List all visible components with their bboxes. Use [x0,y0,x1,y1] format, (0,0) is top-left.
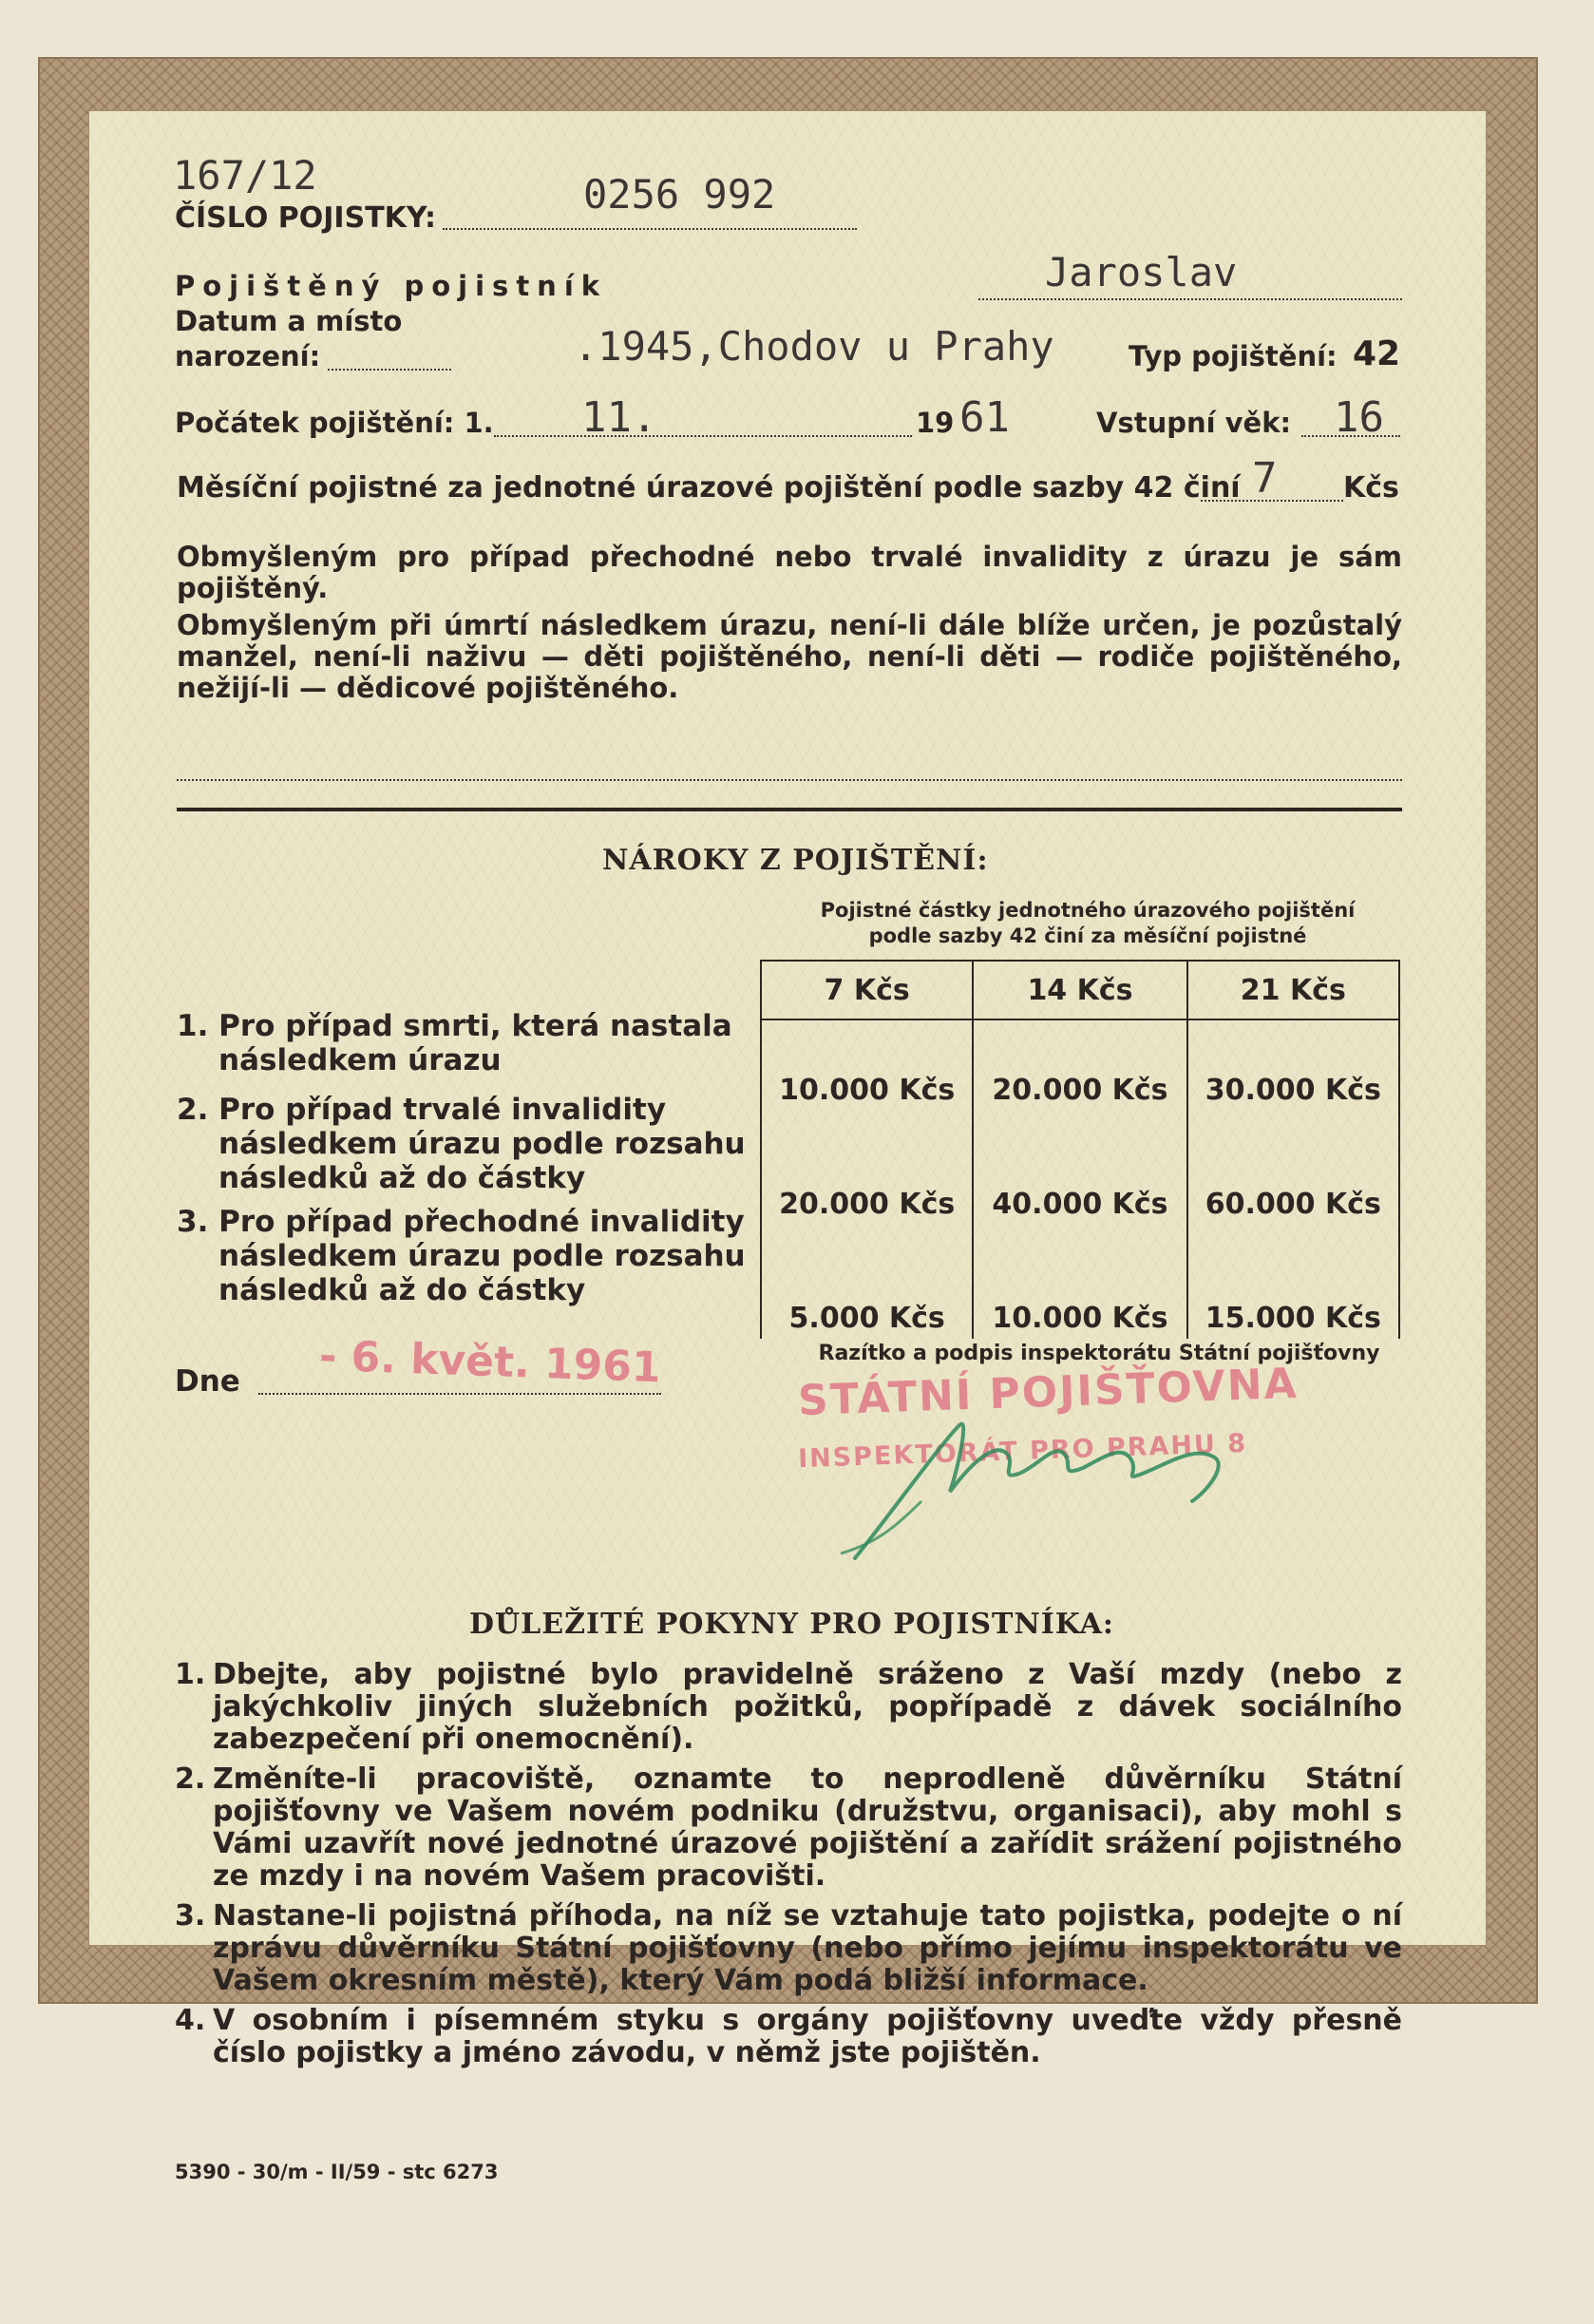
instruction-text: Změníte-li pracoviště, oznamte to neprodleně důvěrníku Státní pojišťovny ve Vašem novém podniku (družstvu, organisaci), aby mohl s Vámi uzavřít nové jednotné úrazové pojištění a zařídit srážení pojistného ze mzdy i na novém Vašem pracovišti. [213,1762,1402,1893]
start-year-prefix: 19 [916,407,955,439]
insured-name: Jaroslav [1045,249,1238,295]
policy-number-line [443,228,857,230]
claim-item-2-line-3: následků až do částky [218,1161,586,1195]
premium-text: Měsíční pojistné za jednotné úrazové pojištění podle sazby 42 činí [177,471,1241,505]
stamp-line-1: STÁTNÍ POJIŠŤOVNA [797,1359,1300,1426]
birth-label-2: narození: [175,340,321,372]
insurance-type-label: Typ pojištění: [1129,340,1338,372]
claims-heading: NÁROKY Z POJIŠTĚNÍ: [602,844,989,877]
policy-prefix: 167/12 [173,152,317,199]
claim-item-3 [177,1205,746,1307]
claim-value-permanent-14: 40.000 Kčs [973,1114,1186,1227]
start-year-suffix: 61 [959,393,1010,442]
claims-table [760,960,1400,1339]
claim-value-death-7: 10.000 Kčs [761,1019,973,1114]
instruction-text: V osobním i písemném styku s orgány pojišťovny uveďte vždy přesně číslo pojistky a jméno závodu, v němž jste pojištěn. [213,2004,1402,2069]
start-label: Počátek pojištění: 1. [175,407,494,439]
claim-item-3-line-1: 3. Pro případ přechodné invalidity [177,1205,745,1239]
instruction-item-4 [175,2005,1402,2069]
claim-value-permanent-7: 20.000 Kčs [761,1114,973,1227]
date-label: Dne [175,1364,240,1399]
entry-age-value: 16 [1334,393,1384,442]
instruction-item-1 [175,1659,1402,1756]
policy-number: 0256 992 [583,171,776,218]
blank-line [177,779,1402,781]
stamp-line-2: INSPEKTORÁT PRO PRAHU 8 [797,1428,1248,1475]
claims-subheading-2: podle sazby 42 činí za měsíční pojistné [868,924,1307,947]
beneficiary-paragraph-2: Obmyšleným při úmrtí následkem úrazu, není-li dále blíže určen, je pozůstalý manžel, není-li naživu — děti pojištěného, není-li děti — rodiče pojištěného, nežijí-li — dědicové pojištěného. [177,609,1402,704]
beneficiary-text [177,542,1402,710]
instruction-number: 3. [175,1899,206,1933]
claim-value-temporary-14: 10.000 Kčs [973,1227,1186,1339]
column-header-21: 21 Kčs [1187,961,1399,1019]
entry-age-label: Vstupní věk: [1096,407,1292,439]
beneficiary-paragraph-1: Obmyšleným pro případ přechodné nebo trvalé invalidity z úrazu je sám pojištěný. [177,541,1402,604]
claim-value-death-21: 30.000 Kčs [1187,1019,1399,1114]
premium-value: 7 [1252,454,1278,503]
instruction-number: 2. [175,1762,206,1796]
birth-value: .1945,Chodov u Prahy [574,323,1054,370]
claim-item-1-line-1: 1. Pro případ smrti, která nastala [177,1009,732,1043]
instruction-item-3 [175,1900,1402,1997]
insured-name-line [978,298,1402,300]
claim-item-2 [177,1093,746,1195]
instruction-text: Nastane-li pojistná příhoda, na níž se vztahuje tato pojistka, podejte o ní zprávu důvěrníku Státní pojišťovny (nebo přímo jejímu inspektorátu ve Vašem okresním městě), který Vám podá bližší informace. [213,1899,1402,1997]
instruction-item-2 [175,1763,1402,1893]
claim-item-1-line-2: následkem úrazu [218,1043,502,1077]
claim-item-2-line-2: následkem úrazu podle rozsahu [218,1127,746,1161]
claim-item-1 [177,1009,732,1077]
instructions-heading: DŮLEŽITÉ POKYNY PRO POJISTNÍKA: [469,1608,1115,1641]
date-stamp: - 6. květ. 1961 [318,1331,662,1393]
premium-currency: Kčs [1343,471,1399,505]
claim-item-3-line-3: následků až do částky [218,1273,586,1307]
column-header-14: 14 Kčs [973,961,1186,1019]
claim-value-temporary-21: 15.000 Kčs [1187,1227,1399,1339]
stamp-caption: Razítko a podpis inspektorátu Státní pojišťovny [818,1342,1380,1365]
instruction-text: Dbejte, aby pojistné bylo pravidelně sráženo z Vaší mzdy (nebo z jakýchkoliv jiných služebních požitků, popřípadě z dávek sociálního zabezpečení při onemocnění). [213,1658,1402,1756]
entry-age-line [1301,435,1400,437]
instruction-number: 1. [175,1658,206,1691]
claim-value-temporary-7: 5.000 Kčs [761,1227,973,1339]
start-line [494,435,912,437]
claim-item-2-line-1: 2. Pro případ trvalé invalidity [177,1093,667,1127]
policy-number-label: ČÍSLO POJISTKY: [175,201,437,235]
instruction-number: 4. [175,2004,206,2037]
print-code: 5390 - 30/m - II/59 - stc 6273 [175,2161,499,2183]
claim-value-death-14: 20.000 Kčs [973,1019,1186,1114]
inspector-signature [817,1387,1254,1577]
birth-label-1: Datum a místo [175,305,403,337]
claim-item-3-line-2: následkem úrazu podle rozsahu [218,1239,746,1273]
claim-value-permanent-21: 60.000 Kčs [1187,1114,1399,1227]
instructions-list [175,1659,1402,2077]
insurance-type-value: 42 [1353,334,1401,373]
birth-line-left [328,369,451,371]
insured-label: Pojištěný pojistník [175,270,608,302]
date-line [258,1393,661,1395]
claims-subheading-1: Pojistné částky jednotného úrazového pojištění [820,899,1356,922]
section-divider [177,808,1402,811]
start-month: 11. [581,393,657,442]
column-header-7: 7 Kčs [761,961,973,1019]
